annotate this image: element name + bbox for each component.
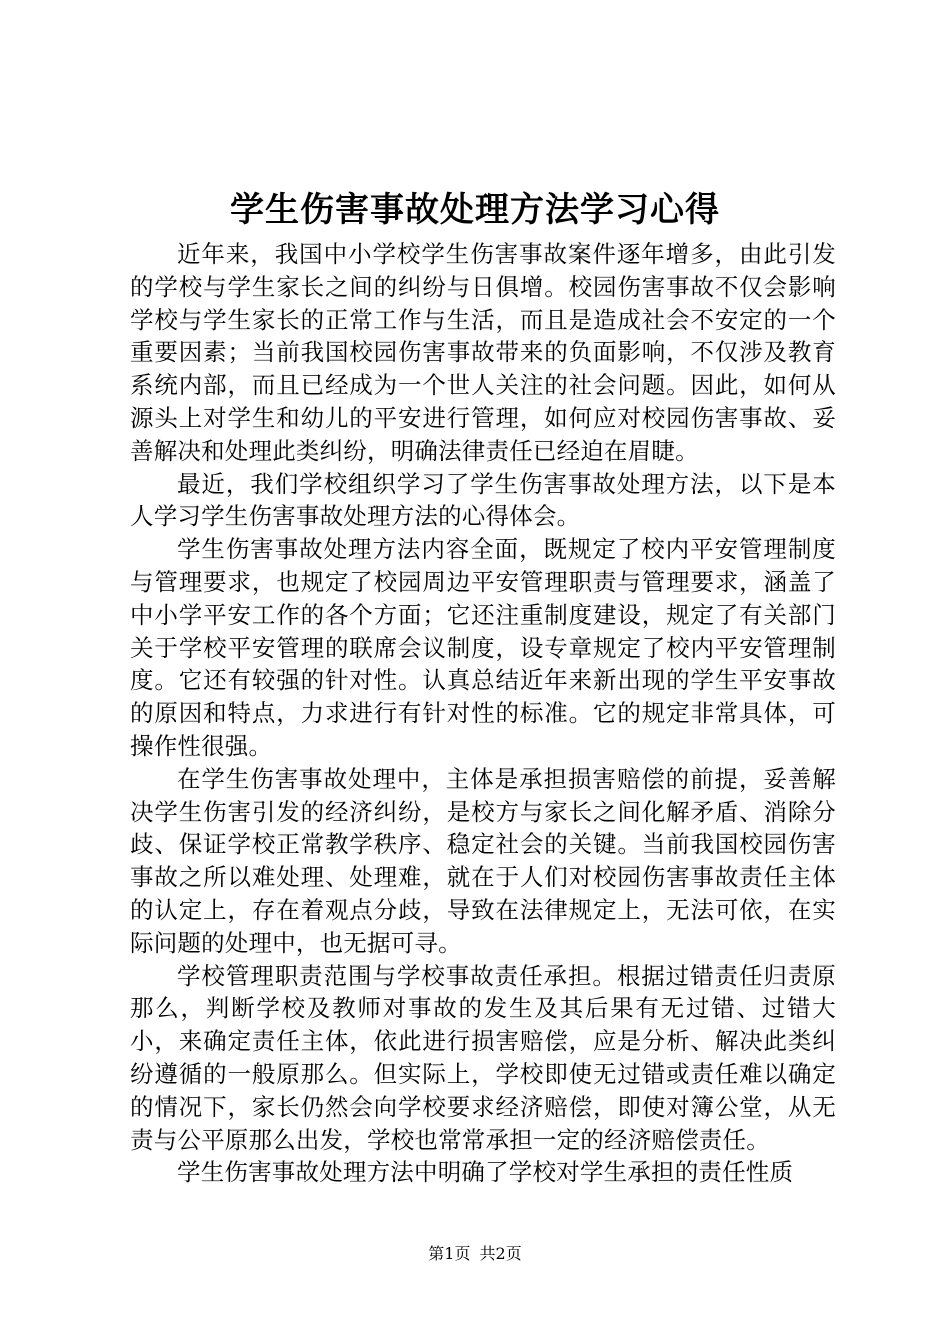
page-total: 共2页 — [479, 1244, 522, 1263]
paragraph-6: 学生伤害事故处理方法中明确了学校对学生承担的责任性质 — [177, 1158, 794, 1187]
paragraph-1: 近年来，我国中小学校学生伤害事故案件逐年增多，由此引发的学校与学生家长之间的纠纷与日俱增。校园伤害事故不仅会影响学校与学生家长的正常工作与生活，而且是造成社会不安定的一个重要因素；当前我国校园伤害事故带来的负面影响，不仅涉及教育系统内部，而且已经成为一个世人关注的社会问题。因此，如何从源头上对学生和幼儿的平安进行管理，如何应对校园伤害事故、妥善解决和处理此类纠纷，明确法律责任已经迫在眉睫。 — [130, 240, 836, 465]
paragraph-2: 最近，我们学校组织学习了学生伤害事故处理方法，以下是本人学习学生伤害事故处理方法的心得体会。 — [130, 469, 836, 531]
paragraph-5: 学校管理职责范围与学校事故责任承担。根据过错责任归责原那么，判断学校及教师对事故的发生及其后果有无过错、过错大小，来确定责任主体，依此进行损害赔偿，应是分析、解决此类纠纷遵循的一般原那么。但实际上，学校即使无过错或责任难以确定的情况下，家长仍然会向学校要求经济赔偿，即使对簿公堂，从无责与公平原那么出发，学校也常常承担一定的经济赔偿责任。 — [130, 961, 836, 1154]
paragraph-4: 在学生伤害事故处理中，主体是承担损害赔偿的前提，妥善解决学生伤害引发的经济纠纷，是校方与家长之间化解矛盾、消除分歧、保证学校正常教学秩序、稳定社会的关键。当前我国校园伤害事故之所以难处理、处理难，就在于人们对校园伤害事故责任主体的认定上，存在着观点分歧，导致在法律规定上，无法可依，在实际问题的处理中，也无据可寻。 — [130, 764, 836, 957]
page-footer — [0, 1242, 950, 1266]
document-body — [130, 238, 836, 1189]
paragraph-3: 学生伤害事故处理方法内容全面，既规定了校内平安管理制度与管理要求，也规定了校园周边平安管理职责与管理要求，涵盖了中小学平安工作的各个方面；它还注重制度建设，规定了有关部门关于学校平安管理的联席会议制度，设专章规定了校内平安管理制度。它还有较强的针对性。认真总结近年来新出现的学生平安事故的原因和特点，力求进行有针对性的标准。它的规定非常具体，可操作性很强。 — [130, 535, 836, 760]
document-title: 学生伤害事故处理方法学习心得 — [230, 190, 720, 230]
page-number: 第1页 — [428, 1244, 471, 1263]
